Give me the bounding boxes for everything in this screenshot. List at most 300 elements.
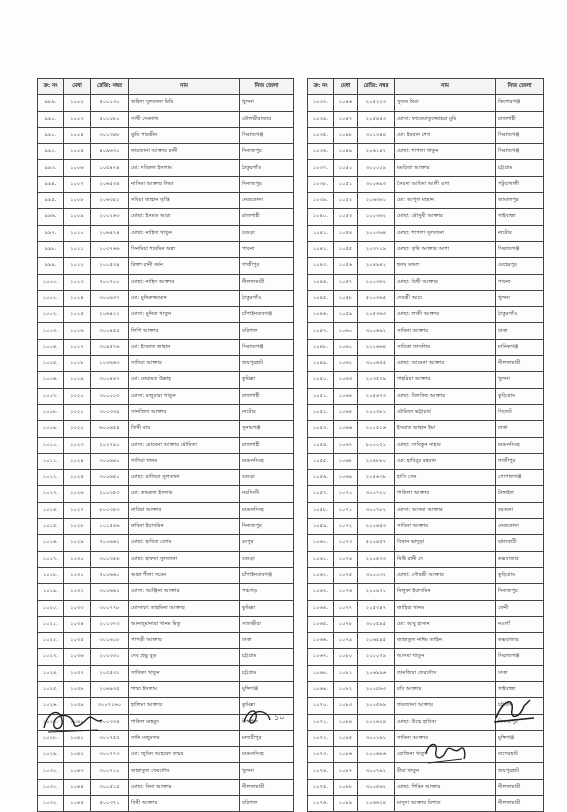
table-row [308, 209, 544, 225]
table-row [38, 176, 294, 192]
cell-reg: ২০১৩৭৩ [91, 616, 129, 632]
table-row [308, 274, 544, 290]
cell-name: মোছা: মৌসুমী আক্তার [395, 209, 496, 225]
cell-name: মোসা: ফাতেমাতুজ্জোহরা মুমি [395, 111, 496, 127]
cell-serial: ১০০০. [38, 274, 64, 290]
cell-serial: ১০৭৩. [308, 747, 334, 763]
cell-name: অহিদা সুলতানা মিমি [129, 95, 240, 111]
cell-serial: ১০১০. [38, 437, 64, 453]
cell-merit: ১০২৫ [64, 470, 91, 486]
cell-reg: ৩০০৬৫৫ [358, 356, 395, 372]
cell-serial: ১০০৫. [38, 356, 64, 372]
cell-reg: ২০০৫৬৯ [358, 698, 395, 714]
cell-name: শাকিল মাহমুদ [129, 714, 240, 730]
cell-serial: ১০৫২. [308, 404, 334, 420]
cell-merit: ১০৬০ [334, 323, 358, 339]
cell-reg: ৫০০৪৫৭ [358, 535, 395, 551]
cell-merit: ১০১২ [64, 258, 91, 274]
cell-merit: ১০৪২ [64, 747, 91, 763]
cell-serial: ১০৪৭. [308, 323, 334, 339]
signature-middle [238, 700, 278, 730]
table-row [38, 144, 294, 160]
col-serial: ক্র: নং [308, 79, 334, 95]
cell-merit: ১০৭১ [334, 502, 358, 518]
cell-reg: ২০৬৩৫২ [91, 193, 129, 209]
cell-name: দেবশ্রী আচ্য [395, 290, 496, 306]
cell-merit: ১০২৩ [64, 437, 91, 453]
cell-district: ময়মনসিংহ [496, 437, 544, 453]
cell-merit: ১০৫৯ [334, 307, 358, 323]
table-row [38, 111, 294, 127]
cell-merit: ১০৬৭ [334, 437, 358, 453]
cell-name: নাবিরা আক্তার [129, 502, 240, 518]
cell-merit: ১০৭৭ [334, 600, 358, 616]
cell-name: মো: নেয়ামত উল্লাহ [129, 372, 240, 388]
table-row [38, 307, 294, 323]
cell-merit: ১০১৯ [64, 372, 91, 388]
cell-serial: ১০৪১. [308, 225, 334, 241]
cell-reg: ৩০০৭২০ [358, 486, 395, 502]
cell-reg: ৩০০৭৭৩ [91, 747, 129, 763]
cell-district: জয়পুরহাট [240, 356, 294, 372]
cell-name: মোসা: আঞ্জিনা আক্তার [129, 584, 240, 600]
cell-merit: ১০০২ [64, 95, 91, 111]
cell-district: বরিশাল [240, 323, 294, 339]
cell-name: ঝুমি পারভীন [129, 127, 240, 143]
cell-merit: ১০০৭ [64, 176, 91, 192]
cell-name: রুবিনা ইয়াসমিন [129, 519, 240, 535]
cell-serial: ১০৩৩. [308, 95, 334, 111]
cell-serial: ১০৫৪. [308, 437, 334, 453]
cell-name: মোছা: বিলকিছ আক্তার [395, 388, 496, 404]
cell-merit: ১০৭০ [334, 486, 358, 502]
cell-name: মোছা: শাপলা সুলতানা [395, 225, 496, 241]
table-row [38, 486, 294, 502]
table-row [308, 502, 544, 518]
cell-district: মৌলভীবাজার [240, 111, 294, 127]
cell-name: মোছা: আমেনা আক্তার [395, 356, 496, 372]
cell-merit: ১০৭৪ [334, 551, 358, 567]
cell-merit: ১০২১ [64, 404, 91, 420]
table-row [38, 633, 294, 649]
table-row [308, 404, 544, 420]
cell-reg: ২০০৬৮৬ [358, 747, 395, 763]
cell-name: মোছা: হাবিবা বেগম [129, 535, 240, 551]
cell-district: পাবনা [496, 274, 544, 290]
cell-merit: ১০১১ [64, 241, 91, 257]
cell-district: নীলফামারী [240, 779, 294, 795]
cell-merit: ১০৬৩ [334, 372, 358, 388]
cell-district: চট্টগ্রাম [496, 160, 544, 176]
cell-reg: ২০৬৯৩৫ [91, 681, 129, 697]
cell-reg: ৩০০০০৩ [91, 388, 129, 404]
cell-district: দিনাজপুর [240, 176, 294, 192]
cell-name: রিক্তা রানী বর্মন [129, 258, 240, 274]
cell-merit: ১০০৮ [64, 193, 91, 209]
cell-name: মো: আপুল মান্নান [395, 193, 496, 209]
cell-merit: ১০৮০ [334, 649, 358, 665]
cell-serial: ১০৩৪. [308, 111, 334, 127]
table-row [308, 584, 544, 600]
cell-reg: ২০০৩৩০ [91, 649, 129, 665]
cell-name: মো: জুবিন আহমেদ তন্ময় [129, 747, 240, 763]
cell-serial: ১০৬৫. [308, 616, 334, 632]
cell-merit: ১০৪৫ [64, 796, 91, 812]
cell-name: মোছা: লাকী আক্তার [395, 307, 496, 323]
cell-merit: ১০৫৬ [334, 258, 358, 274]
cell-name: মোছা: বিথী আক্তার [395, 274, 496, 290]
cell-reg: ২০০৩৬২ [358, 274, 395, 290]
cell-district: বগুড়া [240, 470, 294, 486]
cell-name: মো: কামরুল ইসলাম [129, 486, 240, 502]
table-row [308, 535, 544, 551]
cell-name: মোছা: ইসমত আরা [129, 209, 240, 225]
cell-merit: ১০৩১ [64, 567, 91, 583]
cell-reg: ৩০১৭৫৫ [91, 730, 129, 746]
cell-district: সাতক্ষীরা [240, 616, 294, 632]
cell-reg: ২০৫৪৫৩ [358, 111, 395, 127]
cell-serial: ১০১৮. [38, 567, 64, 583]
cell-district: সিরাজগঞ্জ [496, 127, 544, 143]
cell-reg: ৫০০০৮০ [91, 111, 129, 127]
cell-serial: ১০২৭. [38, 714, 64, 730]
cell-reg: ২০৬৩৬১ [358, 193, 395, 209]
cell-name: মো: মুনিরুজ্জামান [129, 290, 240, 306]
cell-name: জান্নাতুল নাঈম তাহিন [395, 633, 496, 649]
table-row [308, 95, 544, 111]
cell-reg: ২০০৬৫৩ [358, 519, 395, 535]
cell-merit: ১০৪৯ [334, 144, 358, 160]
cell-merit: ১০৪৮ [334, 127, 358, 143]
cell-reg: ২০১৬২৪ [358, 714, 395, 730]
table-row [308, 127, 544, 143]
cell-reg: ২০১৫১৬ [358, 421, 395, 437]
cell-district: জামালপুর [496, 193, 544, 209]
cell-reg: ২০৪৮৮০ [358, 453, 395, 469]
cell-district: খুলনা [496, 290, 544, 306]
cell-district: গাইবান্ধা [496, 681, 544, 697]
cell-district: কুমিল্লা [240, 372, 294, 388]
cell-reg: ২০৩৭১৯ [358, 241, 395, 257]
table-row [38, 584, 294, 600]
cell-reg: ১০১৫৪৬ [91, 519, 129, 535]
col-district: নিজ জেলা [496, 79, 544, 95]
cell-merit: ১০৮৫ [334, 730, 358, 746]
cell-serial: ১০৫৫. [308, 453, 334, 469]
cell-reg: ৩০১৩৪৪ [358, 127, 395, 143]
cell-name: মো: দবিরুল ইসলাম [129, 160, 240, 176]
table-row [308, 388, 544, 404]
cell-district: নীলফামারী [240, 274, 294, 290]
table-row [308, 258, 544, 274]
cell-name: শাম্মা ইসলাম [129, 681, 240, 697]
cell-name: মোছা: তৃষি আক্তার আশা [395, 241, 496, 257]
cell-district: সিরাজগঞ্জ [240, 127, 294, 143]
cell-serial: ১০৪৫. [308, 290, 334, 306]
cell-name: তানজিয়া ফেরদৌস [395, 665, 496, 681]
cell-serial: ১০২০. [38, 600, 64, 616]
cell-serial: ১০০৮. [38, 404, 64, 420]
cell-merit: ১০১৩ [64, 274, 91, 290]
cell-merit: ১০৫৮ [334, 290, 358, 306]
cell-serial: ১০২৮. [38, 730, 64, 746]
cell-reg: ৩০০৬৫০ [91, 470, 129, 486]
cell-district: নেত্রকোনা [240, 193, 294, 209]
cell-district: রাজশাহী [240, 437, 294, 453]
cell-name: মোছা: নাহিদ আক্তার [129, 274, 240, 290]
cell-name: শাহরিয়া আক্তার [395, 372, 496, 388]
cell-reg: ৩০০৩৩৯ [91, 404, 129, 420]
cell-serial: ১০৪৩. [308, 258, 334, 274]
cell-name: মোছা: রাজিয়া সুলতানা [129, 470, 240, 486]
cell-merit: ১০১৬ [64, 323, 91, 339]
cell-serial: ১০৭১. [308, 714, 334, 730]
cell-serial: ৯৯০. [38, 111, 64, 127]
cell-district: কিশোরগঞ্জ [496, 95, 544, 111]
cell-merit: ১০৫৭ [334, 274, 358, 290]
cell-district: খুলনা [240, 763, 294, 779]
cell-district: বাগেরহাট [496, 747, 544, 763]
table-row [38, 193, 294, 209]
cell-merit: ১০২৬ [64, 486, 91, 502]
cell-reg: ২০৬৪৭৪ [91, 225, 129, 241]
cell-serial: ১০০৯. [38, 421, 64, 437]
cell-serial: ৯৯৫. [38, 193, 64, 209]
table-row [38, 779, 294, 795]
cell-serial: ১০৩১. [38, 779, 64, 795]
cell-serial: ৯৯২. [38, 144, 64, 160]
cell-reg: ১০৩৬৬৩ [91, 356, 129, 372]
cell-serial: ১০৫০. [308, 372, 334, 388]
cell-serial: ১০১৪. [38, 502, 64, 518]
cell-district: কুমিল্লা [240, 698, 294, 714]
cell-serial: ১০০৭. [38, 388, 64, 404]
cell-district: দিনাজপুর [496, 714, 544, 730]
cell-serial: ১০১৬. [38, 535, 64, 551]
cell-district: টাঙ্গাইল [240, 714, 294, 730]
cell-district: কক্সবাজার [496, 551, 544, 567]
cell-district: সিরাজগঞ্জ [240, 339, 294, 355]
cell-serial: ১০৪৪. [308, 274, 334, 290]
col-reg: রেজি: নম্বর [358, 79, 395, 95]
cell-district: বগুড়া [240, 225, 294, 241]
cell-name: মোসা: মুনিরা খাতুন [129, 307, 240, 323]
cell-name: বিথান ভাদুড়া [395, 535, 496, 551]
cell-serial: ১০৬৭. [308, 649, 334, 665]
cell-name: হৃদয় মন্ডল [395, 258, 496, 274]
cell-reg: ১০৫৪৭৪ [91, 160, 129, 176]
cell-merit: ১০৬৫ [334, 404, 358, 420]
cell-name: রবি আক্তার [395, 681, 496, 697]
cell-serial: ১০১২. [38, 470, 64, 486]
cell-name: মোছা: উম্মে হাবিবা [395, 714, 496, 730]
cell-reg: ৩০০৭৯২ [358, 763, 395, 779]
table-row [38, 388, 294, 404]
table-row [308, 111, 544, 127]
table-row [308, 421, 544, 437]
cell-district: ময়মনসিংহ [240, 502, 294, 518]
cell-reg: ৩০১৩৪৮ [91, 127, 129, 143]
cell-name: মোসাম্মৎ তাহমিনা আক্তার [129, 600, 240, 616]
cell-merit: ১০৭৩ [334, 535, 358, 551]
cell-district: খুলনা [496, 372, 544, 388]
cell-serial: ১০৭৪. [308, 763, 334, 779]
table-row [38, 421, 294, 437]
col-name: নাম [395, 79, 496, 95]
cell-reg: ৩০০১৬১ [358, 730, 395, 746]
cell-district: বরিশাল [240, 796, 294, 812]
cell-name: জাহিরা খানম [395, 600, 496, 616]
cell-district: মুন্সিগঞ্জ [240, 681, 294, 697]
cell-merit: ১০০৯ [64, 209, 91, 225]
cell-merit: ১০৭৬ [334, 584, 358, 600]
table-row [38, 567, 294, 583]
cell-serial: ১০৭৫. [308, 779, 334, 795]
cell-district: নীলফামারী [496, 779, 544, 795]
cell-merit: ১০১০ [64, 225, 91, 241]
table-row [38, 127, 294, 143]
cell-district: সিরাজগঞ্জ [496, 649, 544, 665]
cell-merit: ১০০৫ [64, 144, 91, 160]
cell-district: সিরাজগঞ্জ [496, 241, 544, 257]
table-row [38, 290, 294, 306]
cell-reg: ২০০৫৩৩ [358, 551, 395, 567]
cell-merit: ১০৪১ [64, 730, 91, 746]
table-row [38, 535, 294, 551]
cell-merit: ১০৬৮ [334, 453, 358, 469]
cell-district: দিনাজপুর [496, 584, 544, 600]
cell-serial: ৯৯৩. [38, 160, 64, 176]
cell-reg: ২০০৩৮১ [358, 404, 395, 420]
table-row [308, 437, 544, 453]
table-row [308, 779, 544, 795]
cell-district: গাজীপুর [496, 453, 544, 469]
table-row [308, 633, 544, 649]
cell-name: সাবিকা তাসলিম [395, 339, 496, 355]
cell-name: লিপি আক্তার [129, 323, 240, 339]
cell-reg: ২০১৬৬৪ [358, 339, 395, 355]
cell-district: ঢাকা [496, 665, 544, 681]
cell-district: খুলনা [240, 95, 294, 111]
table-row [38, 372, 294, 388]
cell-name: সৈয়দা আবিদা আলী এশা [395, 176, 496, 192]
cell-merit: ১০২০ [64, 388, 91, 404]
cell-reg: ৩০০৬৩৭ [91, 290, 129, 306]
cell-reg: ৩০০৭১০ [91, 763, 129, 779]
cell-serial: ১০৬৩. [308, 584, 334, 600]
cell-district: নীলফামারী [496, 796, 544, 812]
col-serial: ক্র: নং [38, 79, 64, 95]
cell-serial: ১০১১. [38, 453, 64, 469]
cell-merit: ১০৬২ [334, 356, 358, 372]
cell-district: সিরাজগঞ্জ [496, 144, 544, 160]
cell-reg: ২০৫৬৩৮ [358, 470, 395, 486]
cell-merit: ১০৪৬ [334, 95, 358, 111]
cell-serial: ১০২৫. [38, 681, 64, 697]
table-row [38, 160, 294, 176]
cell-reg: ৭০০৬৬০ [91, 567, 129, 583]
cell-merit: ১০৫৪ [334, 225, 358, 241]
table-row [308, 176, 544, 192]
cell-serial: ১০৬১. [308, 551, 334, 567]
cell-name: নাসিমা আক্তার লিমা [129, 176, 240, 192]
cell-reg: ২০৫৩৪৭ [358, 600, 395, 616]
table-row [38, 665, 294, 681]
cell-merit: ১০৩৫ [64, 633, 91, 649]
table-row [308, 225, 544, 241]
cell-name: সুজন মিয়া [395, 95, 496, 111]
cell-district: গাজীপুর [240, 258, 294, 274]
cell-merit: ১০৬৯ [334, 470, 358, 486]
table-row [38, 453, 294, 469]
cell-merit: ১০২৭ [64, 502, 91, 518]
cell-district: পটুয়াখালী [496, 176, 544, 192]
cell-name: ফারজানা আক্তার রানী [129, 144, 240, 160]
cell-serial: ১০৫৮. [308, 502, 334, 518]
table-row [38, 95, 294, 111]
cell-name: হালিমা আক্তার [129, 698, 240, 714]
cell-district: কুমিল্লা [240, 600, 294, 616]
cell-district: মুন্সিগঞ্জ [496, 730, 544, 746]
cell-reg: ৩০০৪৪৭ [91, 372, 129, 388]
cell-merit: ১০৫৫ [334, 241, 358, 257]
cell-serial: ১০৬৯. [308, 681, 334, 697]
cell-name: রীমা খাতুন [395, 763, 496, 779]
cell-reg: ৮০০৩৫৩ [91, 502, 129, 518]
cell-name: পাপড়ী আক্তার [129, 633, 240, 649]
col-merit: মেধা [334, 79, 358, 95]
cell-serial: ৯৯৮. [38, 241, 64, 257]
cell-district: নাটোর [240, 404, 294, 420]
cell-reg: ৪০৯৬৩১ [91, 144, 129, 160]
cell-district: নরসিংদী [240, 486, 294, 502]
table-row [308, 519, 544, 535]
cell-reg: ২০০৩৫৩ [91, 486, 129, 502]
cell-merit: ১০৪৪ [64, 779, 91, 795]
cell-reg: ২০৬৫৩৪ [91, 176, 129, 192]
cell-name: নিলুফা ইয়াসমিন [395, 584, 496, 600]
cell-reg: ৩০০৬৬১ [91, 584, 129, 600]
cell-serial: ১০২৬. [38, 698, 64, 714]
cell-merit: ১০০৪ [64, 127, 91, 143]
cell-merit: ১০৩৩ [64, 600, 91, 616]
cell-merit: ১০৭৮ [334, 616, 358, 632]
cell-district: সিলেট [496, 404, 544, 420]
cell-reg: ২০৫৪৭৩ [358, 388, 395, 404]
table-row [308, 470, 544, 486]
table-header-row [38, 79, 294, 95]
cell-merit: ১০০৬ [64, 160, 91, 176]
cell-reg: ৫০০১৩০ [91, 95, 129, 111]
table-header-row [308, 79, 544, 95]
cell-district: বরগুনা [496, 502, 544, 518]
table-row [38, 241, 294, 257]
table-row [38, 747, 294, 763]
cell-serial: ১০২১. [38, 616, 64, 632]
table-row [38, 649, 294, 665]
cell-merit: ১০৮২ [334, 681, 358, 697]
cell-name: ফারজানা আক্তার [395, 698, 496, 714]
cell-serial: ১০০১. [38, 290, 64, 306]
cell-reg: ৭০০৬৬১ [91, 535, 129, 551]
table-row [308, 616, 544, 632]
cell-serial: ১০৫৬. [308, 470, 334, 486]
cell-reg: ২০০২৬৩ [91, 209, 129, 225]
table-row [308, 372, 544, 388]
cell-serial: ১০০৩. [38, 323, 64, 339]
cell-reg: ২০৪৯৪২ [358, 258, 395, 274]
cell-name: জান্নাতুল ফেরদৌস [129, 763, 240, 779]
